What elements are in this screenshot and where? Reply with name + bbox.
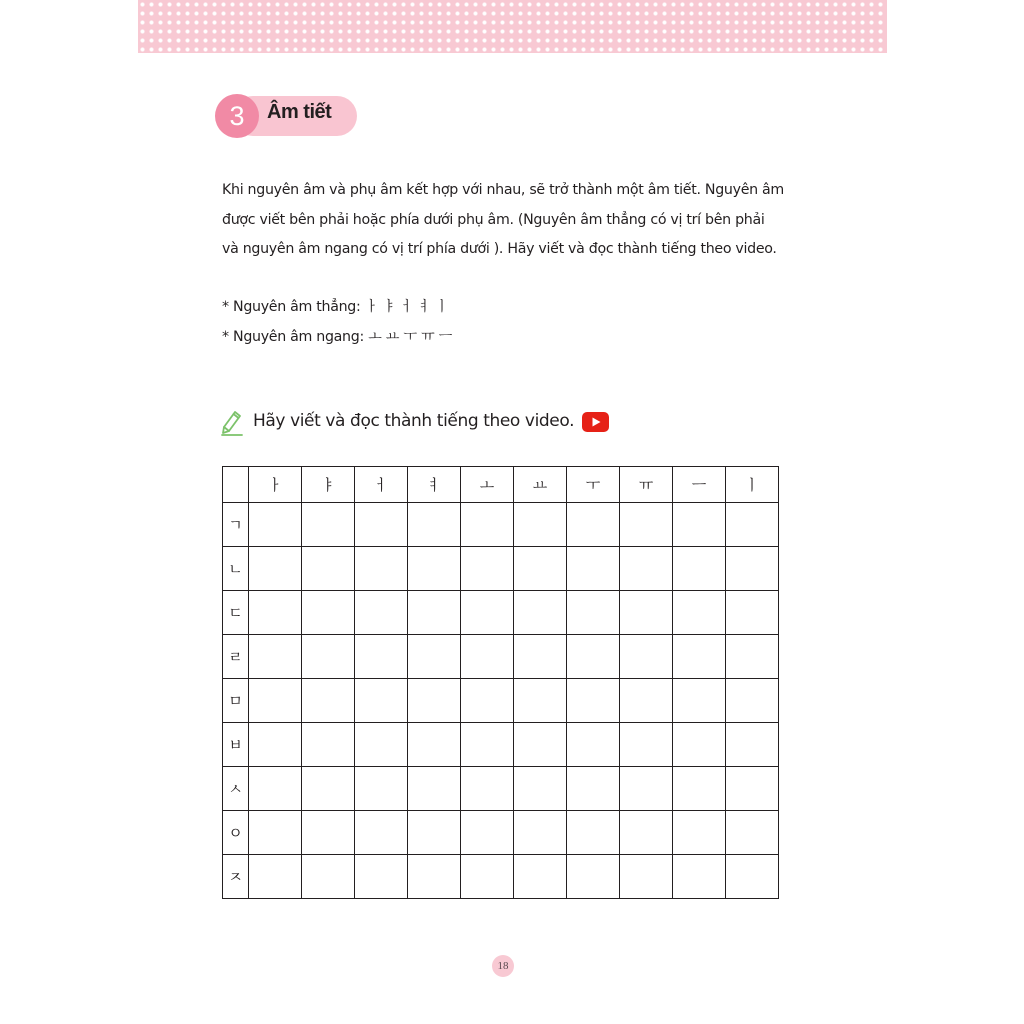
writing-cell[interactable] [302,503,355,547]
writing-cell[interactable] [302,767,355,811]
writing-cell[interactable] [461,767,514,811]
writing-cell[interactable] [673,855,726,899]
writing-cell[interactable] [302,547,355,591]
writing-cell[interactable] [726,591,779,635]
writing-cell[interactable] [408,547,461,591]
writing-cell[interactable] [302,591,355,635]
writing-cell[interactable] [408,591,461,635]
writing-cell[interactable] [302,635,355,679]
grid-corner-cell [223,467,249,503]
writing-cell[interactable] [461,635,514,679]
writing-cell[interactable] [302,679,355,723]
writing-cell[interactable] [673,723,726,767]
consonant-row [223,855,779,899]
writing-cell[interactable] [355,811,408,855]
writing-cell[interactable] [249,503,302,547]
vowel-header-cell: ㅛ [514,467,567,503]
writing-cell[interactable] [620,767,673,811]
consonant-label-cell: ㅈ [223,855,249,899]
writing-cell[interactable] [355,679,408,723]
writing-cell[interactable] [567,855,620,899]
writing-cell[interactable] [726,723,779,767]
writing-cell[interactable] [249,635,302,679]
practice-instruction: Hãy viết và đọc thành tiếng theo video. [253,411,575,431]
writing-cell[interactable] [620,679,673,723]
writing-cell[interactable] [726,855,779,899]
consonant-row [223,635,779,679]
writing-cell[interactable] [355,591,408,635]
writing-cell[interactable] [726,503,779,547]
writing-cell[interactable] [673,767,726,811]
writing-cell[interactable] [249,591,302,635]
consonant-row [223,811,779,855]
vowel-header-cell: ㅓ [355,467,408,503]
writing-cell[interactable] [620,547,673,591]
writing-cell[interactable] [302,811,355,855]
writing-cell[interactable] [355,855,408,899]
page-number: 18 [492,955,514,977]
writing-cell[interactable] [514,723,567,767]
writing-cell[interactable] [567,723,620,767]
writing-cell[interactable] [408,811,461,855]
writing-cell[interactable] [249,811,302,855]
consonant-label-cell: ㅅ [223,767,249,811]
writing-cell[interactable] [461,503,514,547]
writing-cell[interactable] [620,635,673,679]
consonant-row [223,767,779,811]
vertical-vowels-line: * Nguyên âm thẳng: ㅏ ㅑ ㅓ ㅕ ㅣ [222,299,449,315]
writing-cell[interactable] [673,679,726,723]
writing-cell[interactable] [461,811,514,855]
writing-cell[interactable] [620,723,673,767]
intro-line: được viết bên phải hoặc phía dưới phụ âm. (Nguyên âm thẳng có vị trí bên phải [222,211,765,228]
syllable-practice-grid [222,466,779,899]
writing-cell[interactable] [620,503,673,547]
writing-cell[interactable] [461,591,514,635]
writing-cell[interactable] [408,635,461,679]
writing-cell[interactable] [673,503,726,547]
writing-cell[interactable] [249,679,302,723]
writing-cell[interactable] [726,635,779,679]
vowel-header-cell: ㅗ [461,467,514,503]
writing-cell[interactable] [408,767,461,811]
consonant-label-cell: ㄴ [223,547,249,591]
writing-cell[interactable] [355,635,408,679]
consonant-label-cell: ㅁ [223,679,249,723]
writing-cell[interactable] [302,723,355,767]
writing-cell[interactable] [673,635,726,679]
section-number-badge: 3 [215,94,259,138]
writing-cell[interactable] [408,855,461,899]
writing-cell[interactable] [620,591,673,635]
writing-cell[interactable] [673,591,726,635]
consonant-row [223,591,779,635]
writing-cell[interactable] [249,723,302,767]
horizontal-vowels-line: * Nguyên âm ngang: ㅗ ㅛ ㅜ ㅠ ㅡ [222,329,453,345]
writing-cell[interactable] [461,855,514,899]
writing-cell[interactable] [620,855,673,899]
writing-cell[interactable] [461,723,514,767]
consonant-label-cell: ㄹ [223,635,249,679]
writing-cell[interactable] [514,811,567,855]
writing-cell[interactable] [673,547,726,591]
consonant-label-cell: ㄱ [223,503,249,547]
vowel-header-cell: ㅠ [620,467,673,503]
writing-cell[interactable] [673,811,726,855]
vowel-header-cell: ㅣ [726,467,779,503]
writing-cell[interactable] [355,767,408,811]
writing-cell[interactable] [514,635,567,679]
writing-cell[interactable] [567,679,620,723]
pencil-icon [220,408,244,436]
writing-cell[interactable] [514,547,567,591]
writing-cell[interactable] [355,503,408,547]
vowel-header-cell: ㅑ [302,467,355,503]
writing-cell[interactable] [514,767,567,811]
writing-cell[interactable] [408,503,461,547]
vowel-header-cell: ㅜ [567,467,620,503]
writing-cell[interactable] [567,503,620,547]
consonant-row [223,723,779,767]
consonant-row [223,547,779,591]
vowel-header-cell: ㅡ [673,467,726,503]
writing-cell[interactable] [461,679,514,723]
section-title: Âm tiết [267,101,332,123]
consonant-label-cell: ㅇ [223,811,249,855]
writing-cell[interactable] [567,547,620,591]
writing-cell[interactable] [567,591,620,635]
writing-cell[interactable] [620,811,673,855]
writing-cell[interactable] [514,679,567,723]
writing-cell[interactable] [514,591,567,635]
video-play-icon[interactable] [582,412,609,432]
intro-line: và nguyên âm ngang có vị trí phía dưới ). Hãy viết và đọc thành tiếng theo video. [222,241,777,257]
writing-cell[interactable] [249,855,302,899]
writing-cell[interactable] [355,723,408,767]
writing-cell[interactable] [726,547,779,591]
practice-instruction-row [220,408,640,438]
writing-cell[interactable] [408,679,461,723]
writing-cell[interactable] [249,767,302,811]
writing-cell[interactable] [567,811,620,855]
writing-cell[interactable] [355,547,408,591]
writing-cell[interactable] [408,723,461,767]
decorative-dot-band [138,0,887,53]
vowel-header-cell: ㅏ [249,467,302,503]
writing-cell[interactable] [726,679,779,723]
consonant-row [223,503,779,547]
writing-cell[interactable] [302,855,355,899]
book-page [138,0,887,1024]
intro-paragraph [222,176,822,265]
section-heading [215,94,359,138]
consonant-label-cell: ㅂ [223,723,249,767]
vowel-header-cell: ㅕ [408,467,461,503]
writing-cell[interactable] [567,767,620,811]
grid-header-row [223,467,779,503]
writing-cell[interactable] [514,855,567,899]
writing-cell[interactable] [461,547,514,591]
writing-cell[interactable] [567,635,620,679]
writing-cell[interactable] [726,767,779,811]
writing-cell[interactable] [726,811,779,855]
consonant-row [223,679,779,723]
vowel-list [222,292,452,352]
writing-cell[interactable] [249,547,302,591]
writing-cell[interactable] [514,503,567,547]
consonant-label-cell: ㄷ [223,591,249,635]
intro-line: Khi nguyên âm và phụ âm kết hợp với nhau, sẽ trở thành một âm tiết. Nguyên âm [222,182,784,198]
